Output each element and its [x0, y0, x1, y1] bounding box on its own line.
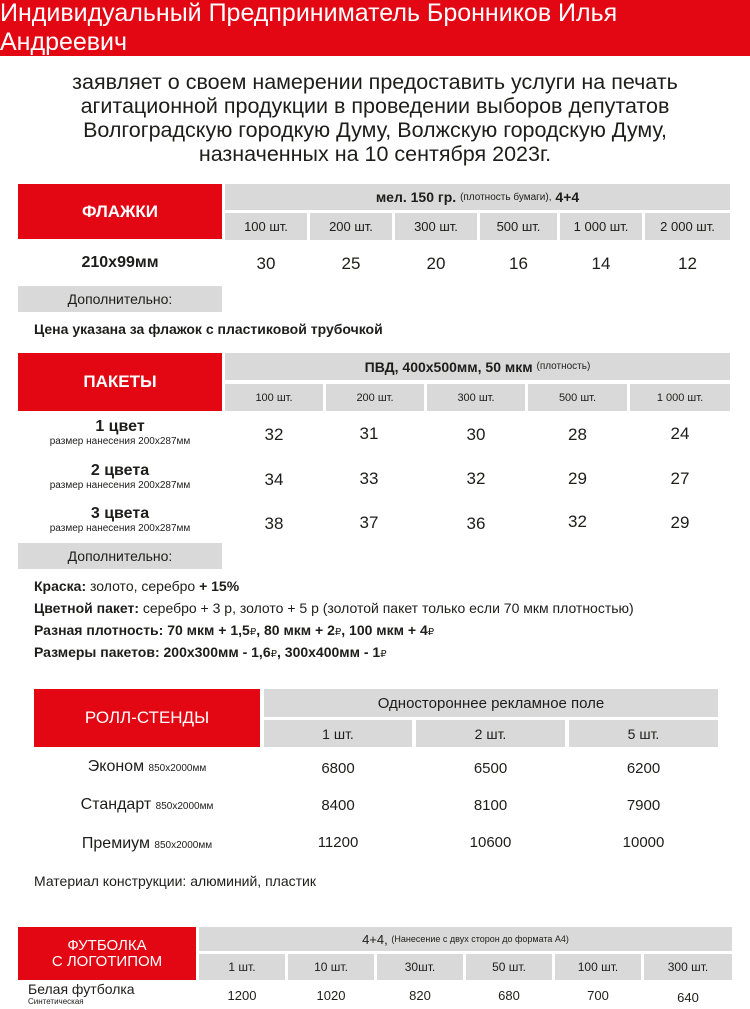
shirt-price: 700 [587, 987, 609, 1003]
qty-text: 1 шт. [322, 725, 354, 742]
note-text: , 100 мкм + 4 [341, 622, 428, 638]
roll-price: 6200 [626, 759, 661, 777]
shirt-row-label [28, 982, 135, 1006]
roll-note: Материал конструкции: алюминий, пластик [34, 873, 316, 889]
bags-price: 29 [568, 469, 587, 488]
note-text: Разная плотность: 70 мкм + 1,5 [34, 622, 250, 638]
flags-row-label: 210х99мм [81, 254, 159, 271]
note-text: , 80 мкм + 2 [256, 622, 335, 638]
flags-extra-label [18, 286, 222, 312]
roll-label [34, 689, 260, 747]
flags-label [18, 184, 222, 239]
bags-price: 27 [670, 469, 690, 488]
bags-note-color [34, 600, 634, 616]
qty-text: 500 шт. [496, 219, 541, 234]
flags-material-main: мел. 150 гр. [375, 189, 457, 205]
bags-price: 28 [568, 425, 587, 444]
bags-price: 31 [359, 424, 379, 443]
header-title: Индивидуальный Предприниматель Бронников Илья Андреевич [0, 0, 618, 56]
bags-row-label [18, 505, 222, 534]
shirt-qty-cell [199, 954, 285, 980]
roll-label-text: РОЛЛ-СТЕНДЫ [84, 708, 210, 727]
flags-price: 12 [678, 254, 697, 273]
shirt-qty-cell [288, 954, 374, 980]
flags-price: 16 [509, 254, 528, 273]
qty-text: 100 шт. [255, 391, 293, 404]
bags-row-sub: размер нанесения 200х287мм [49, 523, 191, 534]
bags-price: 30 [466, 425, 486, 444]
qty-text: 2 000 шт. [660, 219, 715, 234]
qty-text: 5 шт. [627, 725, 660, 742]
bags-row-sub: размер нанесения 200х287мм [49, 436, 191, 447]
flags-qty-cell [480, 213, 557, 240]
qty-text: 300 шт. [667, 960, 709, 974]
bags-price: 32 [466, 469, 486, 488]
roll-row-name: Эконом [87, 758, 145, 775]
shirt-price: 640 [677, 989, 699, 1005]
bags-note-density [34, 622, 434, 638]
qty-text: 100 шт. [577, 960, 619, 974]
roll-price: 8400 [321, 796, 355, 814]
flags-price: 25 [341, 254, 361, 273]
intro-line: Волгоградскую городкую Думу, Волжскую городскую Думу, [83, 118, 667, 142]
flags-qty-cell [310, 213, 392, 240]
qty-text: 300 шт. [414, 219, 458, 234]
note-extra: + 15% [199, 578, 240, 594]
ruble-icon: ₽ [249, 627, 257, 638]
bags-qty-cell [427, 384, 525, 411]
bags-row-label [18, 462, 222, 491]
roll-price: 6800 [321, 759, 355, 777]
bags-row-title: 3 цвета [90, 505, 150, 522]
shirt-price: 820 [409, 987, 431, 1003]
bags-qty-cell [326, 384, 424, 411]
flags-label-text: ФЛАЖКИ [81, 201, 159, 221]
flags-material-header [225, 184, 730, 210]
bags-material-main: ПВД, 400х500мм, 50 мкм [364, 358, 533, 375]
roll-row-size: 850х2000мм [154, 840, 213, 851]
shirt-label-line: С ЛОГОТИПОМ [51, 952, 163, 970]
bags-qty-cell [225, 384, 323, 411]
extra-label-text: Дополнительно: [67, 291, 173, 307]
shirt-label [18, 927, 196, 980]
qty-text: 30шт. [404, 960, 436, 974]
intro-line: назначенных на 10 сентября 2023г. [198, 142, 552, 166]
roll-price: 11200 [317, 833, 359, 851]
bags-qty-cell [528, 384, 627, 411]
note-label: Краска: [34, 578, 87, 594]
flags-price: 30 [256, 254, 276, 273]
bags-label [18, 353, 222, 411]
roll-row-name: Стандарт [80, 796, 152, 813]
shirt-price: 1020 [316, 987, 346, 1003]
bags-row-sub: размер нанесения 200х287мм [49, 480, 191, 491]
qty-text: 500 шт. [558, 391, 597, 404]
ruble-icon: ₽ [427, 627, 435, 638]
bags-price: 24 [670, 424, 690, 443]
shirt-price: 1200 [227, 987, 257, 1003]
qty-text: 200 шт. [356, 391, 394, 404]
roll-price: 7900 [626, 796, 661, 814]
bags-label-text: ПАКЕТЫ [83, 372, 157, 391]
qty-text: 1 шт. [228, 960, 256, 974]
intro-line: заявляет о своем намерении предоставить услуги на печать [72, 70, 678, 94]
shirt-row-title: Белая футболка [28, 981, 135, 997]
flags-price: 14 [591, 254, 611, 273]
flags-qty-cell [395, 213, 477, 240]
roll-row-name: Премиум [81, 835, 150, 852]
qty-text: 200 шт. [329, 219, 373, 234]
qty-text: 300 шт. [457, 391, 495, 404]
bags-price: 32 [568, 512, 587, 531]
qty-text: 1 000 шт. [573, 219, 629, 234]
roll-row-label [34, 835, 260, 853]
bags-extra-label [18, 543, 222, 569]
flags-qty-cell [225, 213, 307, 240]
flags-price: 20 [426, 254, 446, 273]
roll-row-size: 850х2000мм [148, 763, 207, 774]
note-text: Размеры пакетов: 200х300мм - 1,6 [34, 644, 271, 660]
note-text: , 300х400мм - 1 [277, 644, 381, 660]
flags-note: Цена указана за флажок с пластиковой трубочкой [34, 321, 383, 337]
note-label: Цветной пакет: [34, 600, 139, 616]
note-text: серебро + 3 р, золото + 5 р (золотой пакет только если 70 мкм плотностью) [138, 600, 634, 616]
roll-qty-cell [569, 720, 718, 747]
roll-row-label [34, 796, 260, 814]
qty-text: 10 шт. [314, 960, 348, 974]
intro-line: агитационной продукции в проведении выборов депутатов [80, 94, 670, 118]
ruble-icon: ₽ [270, 649, 277, 660]
bags-qty-cell [630, 384, 730, 411]
qty-text: 100 шт. [244, 219, 288, 234]
bags-price: 36 [466, 514, 486, 533]
bags-price: 32 [264, 425, 284, 444]
shirt-label-line: ФУТБОЛКА [67, 936, 147, 954]
roll-qty-cell [264, 720, 412, 747]
intro-text [20, 70, 730, 166]
flags-material-note: (плотность бумаги), [460, 191, 552, 203]
shirt-header [199, 927, 732, 951]
note-text: золото, серебро [86, 578, 200, 594]
bags-row-title: 1 цвет [95, 418, 145, 435]
roll-qty-cell [416, 720, 565, 747]
bags-material-header [225, 353, 730, 380]
qty-text: 2 шт. [474, 725, 507, 742]
bags-row-title: 2 цвета [90, 462, 150, 479]
bags-price: 29 [670, 513, 690, 532]
flags-qty-cell [645, 213, 730, 240]
bags-price: 37 [359, 513, 379, 532]
roll-price: 8100 [473, 796, 508, 814]
bags-note-sizes [34, 644, 387, 660]
ruble-icon: ₽ [334, 627, 342, 638]
roll-header [264, 689, 718, 717]
bags-material-note: (плотность) [536, 361, 591, 372]
bags-price: 33 [359, 469, 379, 488]
shirt-qty-cell [555, 954, 641, 980]
qty-text: 50 шт. [492, 960, 526, 974]
shirt-row-sub: Синтетическая [28, 997, 84, 1006]
roll-header-text: Одностороннее рекламное поле [377, 694, 605, 712]
page-header [0, 0, 750, 56]
flags-material-print: 4+4 [555, 189, 580, 205]
bags-note-paint [34, 578, 239, 594]
roll-row-size: 850х2000мм [155, 801, 214, 812]
qty-text: 1 000 шт. [656, 391, 704, 404]
roll-row-label [34, 758, 260, 776]
shirt-header-note: (Нанесение с двух сторон до формата А4) [391, 934, 569, 944]
shirt-header-main: 4+4, [362, 931, 388, 947]
bags-price: 34 [264, 470, 284, 489]
roll-price: 10600 [469, 833, 512, 851]
bags-row-label [18, 418, 222, 447]
flags-qty-cell [560, 213, 642, 240]
shirt-qty-cell [466, 954, 552, 980]
shirt-qty-cell [377, 954, 463, 980]
bags-price: 38 [264, 514, 284, 533]
roll-price: 6500 [473, 759, 508, 777]
shirt-price: 680 [498, 987, 520, 1003]
ruble-icon: ₽ [380, 649, 387, 660]
roll-price: 10000 [622, 833, 665, 851]
shirt-qty-cell [644, 954, 732, 980]
extra-label-text: Дополнительно: [67, 548, 173, 564]
